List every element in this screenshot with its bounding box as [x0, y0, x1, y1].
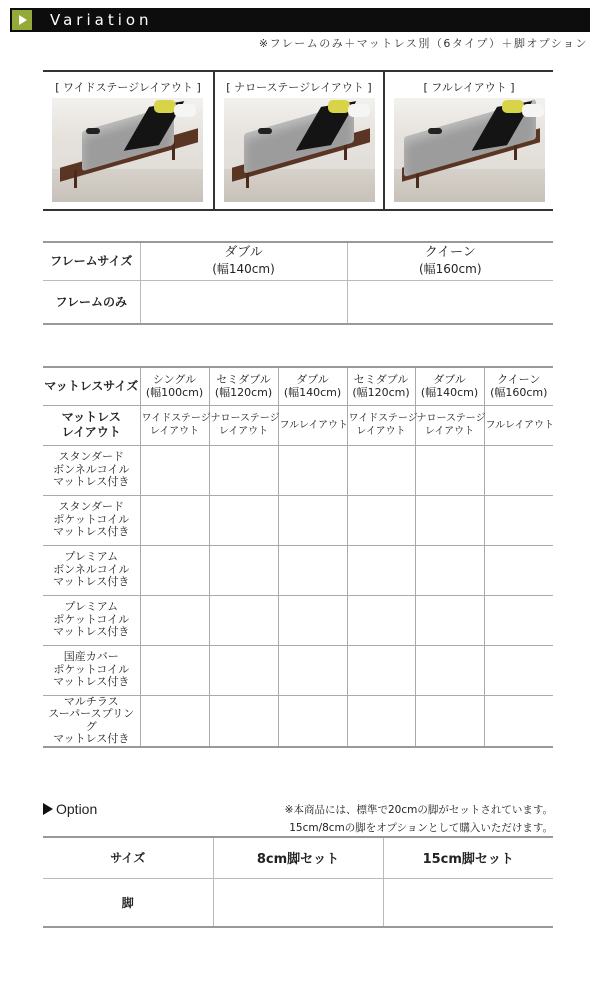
column-header: ダブル (幅140cm): [415, 367, 484, 405]
column-header: 8cm脚セット: [213, 837, 383, 878]
frame-size-queen: [347, 242, 553, 280]
option-heading: [43, 801, 97, 817]
layout-cell: ワイドステージ レイアウト: [347, 405, 415, 445]
layout-label: [ ワイドステージレイアウト ]: [55, 81, 201, 94]
section-title: Variation: [50, 11, 153, 29]
layout-cell: ナローステージ レイアウト: [209, 405, 278, 445]
table-row: [43, 695, 553, 747]
frame-size-header: フレームサイズ: [43, 242, 140, 280]
option-title: Option: [56, 801, 98, 817]
bed-photo-full: [394, 98, 545, 202]
bed-photo-narrow-stage: [224, 98, 375, 202]
table-row: [43, 280, 553, 324]
row-label: マルチラス スーパースプリング マットレス付き: [43, 695, 140, 747]
bed-photo-wide-stage: [52, 98, 203, 202]
size-width: (幅160cm): [418, 262, 482, 277]
size-name: ダブル: [224, 245, 263, 261]
layout-cell: ワイドステージ レイアウト: [140, 405, 209, 445]
size-name: クイーン: [424, 245, 476, 261]
table-row: [43, 495, 553, 545]
layout-label: [ フルレイアウト ]: [423, 81, 515, 94]
frame-only-label: フレームのみ: [43, 280, 140, 324]
column-header: サイズ: [43, 837, 213, 878]
row-label: プレミアム ボンネルコイル マットレス付き: [43, 545, 140, 595]
triangle-right-icon: [43, 803, 53, 815]
option-table: [43, 836, 553, 928]
layout-label: [ ナローステージレイアウト ]: [226, 81, 372, 94]
column-header: クイーン (幅160cm): [484, 367, 553, 405]
mattress-size-header: マットレスサイズ: [43, 367, 140, 405]
table-row: [43, 367, 553, 405]
table-row: [43, 595, 553, 645]
table-row: [43, 445, 553, 495]
layout-cell: フルレイアウト: [278, 405, 347, 445]
table-row: [43, 837, 553, 878]
mattress-layout-header: マットレス レイアウト: [43, 405, 140, 445]
option-note: ※本商品には、標準で20cmの脚がセットされています。 15cm/8cmの脚をオプションとして購入いただけます。: [284, 804, 553, 834]
table-cell: [347, 280, 553, 324]
column-header: セミダブル (幅120cm): [347, 367, 415, 405]
table-row: [43, 242, 553, 280]
layout-narrow-stage: [213, 72, 383, 209]
row-label: 国産カバー ポケットコイル マットレス付き: [43, 645, 140, 695]
table-cell: [383, 878, 553, 927]
variation-note: ※フレームのみ＋マットレス別（6タイプ）＋脚オプション: [258, 37, 588, 50]
column-header: シングル (幅100cm): [140, 367, 209, 405]
row-label: スタンダード ポケットコイル マットレス付き: [43, 495, 140, 545]
layout-variations: [43, 70, 553, 211]
table-cell: [213, 878, 383, 927]
table-row: [43, 878, 553, 927]
layout-wide-stage: [43, 72, 213, 209]
layout-cell: ナローステージ レイアウト: [415, 405, 484, 445]
column-header: セミダブル (幅120cm): [209, 367, 278, 405]
layout-cell: フルレイアウト: [484, 405, 553, 445]
size-width: (幅140cm): [212, 262, 275, 277]
mattress-table: [43, 366, 553, 748]
play-arrow-icon: [12, 10, 32, 30]
row-label: スタンダード ボンネルコイル マットレス付き: [43, 445, 140, 495]
table-row: [43, 645, 553, 695]
layout-full: [383, 72, 553, 209]
table-row: [43, 545, 553, 595]
frame-size-table: [43, 241, 553, 325]
column-header: ダブル (幅140cm): [278, 367, 347, 405]
row-label: プレミアム ポケットコイル マットレス付き: [43, 595, 140, 645]
frame-size-double: [140, 242, 347, 280]
table-row: [43, 405, 553, 445]
column-header: 15cm脚セット: [383, 837, 553, 878]
row-label: 脚: [43, 878, 213, 927]
table-cell: [140, 280, 347, 324]
section-header: [10, 8, 590, 32]
